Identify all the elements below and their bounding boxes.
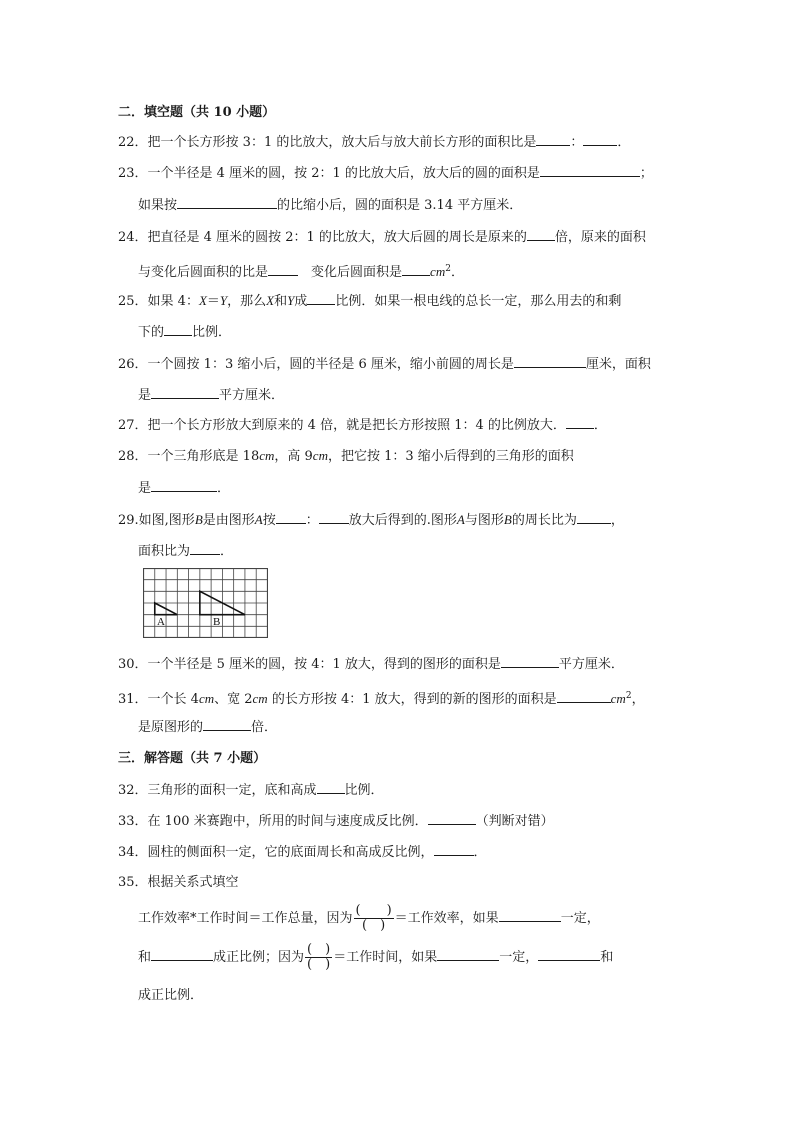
- blank[interactable]: [583, 132, 617, 146]
- blank[interactable]: [151, 478, 217, 492]
- blank[interactable]: [307, 291, 335, 305]
- blank[interactable]: [536, 132, 570, 146]
- question-27: 27．把一个长方形放大到原来的 4 倍，就是把长方形按照 1：4 的比例放大． ．: [118, 415, 607, 436]
- question-28-cont: 是 ．: [138, 478, 230, 499]
- question-28: 28．一个三角形底是 18cm，高 9cm，把它按 1：3 缩小后得到的三角形的面积: [118, 448, 574, 464]
- question-24: 24．把直径是 4 厘米的圆按 2：1 的比放大，放大后圆的周长是原来的 倍，原来的面积: [118, 227, 646, 248]
- blank[interactable]: [151, 947, 213, 961]
- question-33: 33．在 100 米赛跑中，所用的时间与速度成反比例． （判断对错）: [118, 811, 554, 832]
- question-30: 30．一个半径是 5 厘米的圆，按 4：1 放大，得到的图形的面积是 平方厘米．: [118, 654, 624, 675]
- question-23-cont: 如果按 的比缩小后，圆的面积是 3.14 平方厘米．: [138, 195, 522, 216]
- question-32: 32．三角形的面积一定，底和高成 比例．: [118, 780, 384, 801]
- question-22: 22．把一个长方形按 3：1 的比放大，放大后与放大前长方形的面积比是 ： ．: [118, 132, 630, 153]
- blank[interactable]: [501, 654, 559, 668]
- question-24-cont: 与变化后圆面积的比是 变化后圆面积是 $cm^2$．: [138, 264, 464, 280]
- question-29-cont: 面积比为 ．: [138, 541, 233, 562]
- question-35-line-2: 和 成正比例；因为 $\frac{( )}{( )}$ ＝工作时间，如果 一定， 和: [138, 942, 614, 972]
- blank[interactable]: [557, 689, 611, 703]
- blank[interactable]: [190, 541, 220, 555]
- question-26-cont: 是 平方厘米．: [138, 385, 284, 406]
- blank[interactable]: [566, 415, 594, 429]
- question-31: 31．一个长 4cm、宽 2cm 的长方形按 4：1 放大，得到的新的图形的面积是 $cm^2$，: [118, 691, 645, 707]
- grid-figure: [143, 568, 268, 638]
- blank[interactable]: [268, 262, 298, 276]
- fraction-blank-2[interactable]: $\frac{( )}{( )}$: [307, 942, 331, 972]
- question-35-line-3: 成正比例．: [138, 988, 204, 1003]
- blank[interactable]: [428, 811, 476, 825]
- question-25-cont: 下的 比例．: [138, 322, 231, 343]
- blank[interactable]: [317, 780, 345, 794]
- question-35-line-1: 工作效率*工作时间＝工作总量，因为 $\frac{( )}{( )}$ ＝工作效率，如果 一定，: [138, 903, 600, 933]
- question-34: 34．圆柱的侧面积一定，它的底面周长和高成反比例， ．: [118, 842, 487, 863]
- blank[interactable]: [434, 842, 474, 856]
- blank[interactable]: [540, 163, 640, 177]
- label-b: B: [213, 616, 221, 628]
- label-a: A: [157, 616, 165, 628]
- blank[interactable]: [319, 510, 349, 524]
- section-title-answer: 三．解答题（共 7 小题）: [118, 751, 267, 766]
- blank[interactable]: [177, 195, 277, 209]
- blank[interactable]: [151, 385, 219, 399]
- blank[interactable]: [577, 510, 611, 524]
- blank[interactable]: [164, 322, 192, 336]
- blank[interactable]: [402, 262, 430, 276]
- question-31-cont: 是原图形的 倍．: [138, 717, 277, 738]
- blank[interactable]: [203, 717, 251, 731]
- blank[interactable]: [276, 510, 306, 524]
- question-29: 29.如图,图形B是由图形A按 ： 放大后得到的.图形A与图形B的周长比为 ，: [118, 512, 624, 528]
- blank[interactable]: [514, 354, 586, 368]
- blank[interactable]: [527, 227, 555, 241]
- fraction-blank-1[interactable]: $\frac{( )}{( )}$: [355, 903, 392, 933]
- question-26: 26．一个圆按 1：3 缩小后，圆的半径是 6 厘米，缩小前圆的周长是 厘米，面积: [118, 354, 651, 375]
- question-25: 25．如果 4：X＝Y，那么X和Y成 比例．如果一根电线的总长一定，那么用去的和剩: [118, 293, 622, 309]
- question-35: 35．根据关系式填空: [118, 875, 239, 890]
- blank[interactable]: [538, 947, 600, 961]
- blank[interactable]: [499, 908, 561, 922]
- section-title-fill-blank: 二．填空题（共 10 小题）: [118, 105, 276, 120]
- blank[interactable]: [437, 947, 499, 961]
- question-23: 23．一个半径是 4 厘米的圆，按 2：1 的比放大后，放大后的圆的面积是 ；: [118, 163, 653, 184]
